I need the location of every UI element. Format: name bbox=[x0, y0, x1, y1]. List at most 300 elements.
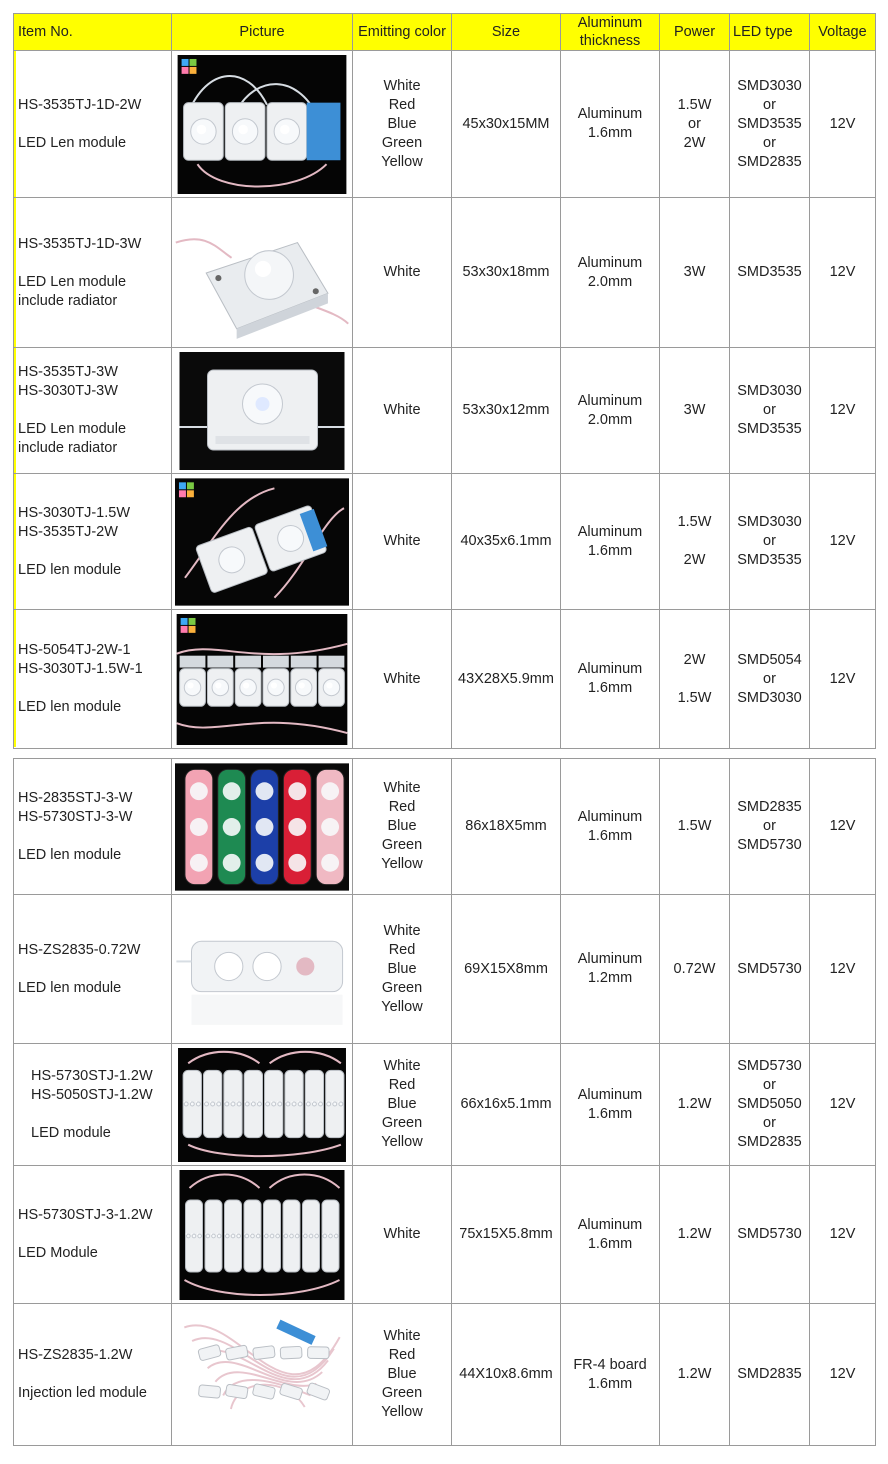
led-type-line: or bbox=[763, 1115, 776, 1131]
led-type-line: or bbox=[763, 1077, 776, 1093]
header-size: Size bbox=[452, 14, 561, 51]
thickness-line: 1.6mm bbox=[587, 827, 633, 844]
thickness-line: 1.2mm bbox=[587, 970, 633, 986]
power bbox=[660, 1365, 729, 1384]
picture-cell bbox=[172, 759, 353, 895]
power bbox=[660, 1095, 729, 1114]
item-no-line: LED Len module bbox=[18, 273, 127, 290]
picture-cell bbox=[172, 1044, 353, 1166]
item-no bbox=[18, 1206, 171, 1263]
radiator-module-photo bbox=[175, 202, 349, 344]
size-value: 43X28X5.9mm bbox=[458, 670, 554, 687]
emitting-color-line: Red bbox=[388, 941, 416, 958]
led-type-cell bbox=[730, 474, 810, 610]
power-cell bbox=[660, 1304, 730, 1446]
led-type-cell bbox=[730, 895, 810, 1044]
item-no-line: HS-3030TJ-1.5W-1 bbox=[18, 661, 143, 677]
thickness-line: 1.6mm bbox=[587, 542, 633, 559]
emitting-color-line: Green bbox=[381, 134, 423, 151]
picture-cell bbox=[172, 895, 353, 1044]
item-no bbox=[18, 941, 171, 998]
voltage-cell bbox=[810, 610, 876, 749]
led-type-line: SMD5730 bbox=[737, 1058, 802, 1074]
thickness-line: 2.0mm bbox=[587, 411, 633, 428]
voltage-value: 12V bbox=[829, 533, 856, 549]
emitting-color-line: Yellow bbox=[381, 153, 423, 170]
voltage-value: 12V bbox=[829, 1366, 856, 1382]
emitting-color-line: Green bbox=[381, 1115, 423, 1131]
item-no bbox=[18, 363, 171, 458]
power-line: 2W bbox=[683, 651, 706, 668]
item-no bbox=[31, 1067, 171, 1143]
led-type-cell bbox=[730, 610, 810, 749]
thickness bbox=[561, 1356, 659, 1394]
emitting-color bbox=[353, 1225, 451, 1244]
voltage-cell bbox=[810, 759, 876, 895]
item-no-line bbox=[18, 827, 171, 846]
picture-cell bbox=[172, 1166, 353, 1304]
led-type bbox=[730, 1057, 809, 1152]
voltage-value: 12V bbox=[829, 818, 856, 834]
led-type-cell bbox=[730, 51, 810, 198]
emitting-color-cell bbox=[353, 1304, 452, 1446]
thickness-line: Aluminum bbox=[577, 106, 643, 122]
size-cell bbox=[452, 610, 561, 749]
emitting-color bbox=[353, 1057, 451, 1152]
picture-cell bbox=[172, 348, 353, 474]
emitting-color-cell bbox=[353, 610, 452, 749]
emitting-color-line: White bbox=[383, 533, 421, 549]
header-emitting-color: Emitting color bbox=[353, 14, 452, 51]
item-no-line: LED len module bbox=[18, 561, 122, 578]
led-type-line: or bbox=[763, 96, 776, 113]
emitting-color bbox=[353, 1327, 451, 1422]
thickness bbox=[561, 105, 659, 143]
led-type-cell bbox=[730, 1044, 810, 1166]
item-no-cell bbox=[14, 474, 172, 610]
power-cell bbox=[660, 895, 730, 1044]
thickness bbox=[561, 660, 659, 698]
picture-cell bbox=[172, 610, 353, 749]
led-type-line: SMD3535 bbox=[737, 552, 802, 568]
led-type-line: or bbox=[763, 134, 776, 151]
size-cell bbox=[452, 1044, 561, 1166]
emitting-color-line: Blue bbox=[387, 960, 417, 977]
thickness-cell bbox=[561, 1044, 660, 1166]
thickness bbox=[561, 1216, 659, 1254]
voltage-cell bbox=[810, 474, 876, 610]
emitting-color-cell bbox=[353, 348, 452, 474]
emitting-color bbox=[353, 77, 451, 172]
emitting-color-cell bbox=[353, 759, 452, 895]
led-type bbox=[730, 77, 809, 172]
white-module-photo bbox=[175, 899, 349, 1040]
voltage-cell bbox=[810, 1044, 876, 1166]
size-cell bbox=[452, 1166, 561, 1304]
voltage-value: 12V bbox=[829, 1226, 856, 1242]
item-no-line: LED len module bbox=[18, 846, 122, 863]
led-type-cell bbox=[730, 198, 810, 348]
power-line: 1.2W bbox=[677, 1096, 712, 1112]
emitting-color-line: Red bbox=[388, 96, 416, 113]
voltage-value: 12V bbox=[829, 960, 856, 977]
emitting-color bbox=[353, 670, 451, 689]
item-no-line: include radiator bbox=[18, 440, 118, 456]
thickness-line: Aluminum bbox=[577, 523, 643, 540]
power-line: 1.2W bbox=[677, 1366, 712, 1382]
table-row bbox=[14, 1166, 876, 1304]
size-cell bbox=[452, 759, 561, 895]
item-no-line: HS-5054TJ-2W-1 bbox=[18, 642, 131, 658]
item-no-cell bbox=[14, 1044, 172, 1166]
item-no bbox=[18, 504, 171, 580]
item-no-line: LED Len module bbox=[18, 134, 127, 151]
item-no-line bbox=[18, 960, 171, 979]
header-led-type: LED type bbox=[730, 14, 810, 51]
header-row bbox=[14, 14, 876, 51]
led-type-line: SMD2835 bbox=[737, 1134, 802, 1150]
emitting-color-line: Yellow bbox=[381, 1404, 423, 1420]
thickness-cell bbox=[561, 1304, 660, 1446]
emitting-color bbox=[353, 922, 451, 1017]
table-row bbox=[14, 610, 876, 749]
thickness-cell bbox=[561, 1166, 660, 1304]
power bbox=[660, 96, 729, 153]
emitting-color-line: Red bbox=[388, 1347, 416, 1363]
led-lens-module-photo bbox=[175, 55, 349, 194]
led-type bbox=[730, 1225, 809, 1244]
table-row bbox=[14, 474, 876, 610]
item-no bbox=[18, 641, 171, 717]
led-type bbox=[730, 513, 809, 570]
led-type-line: SMD2835 bbox=[737, 153, 802, 170]
thickness-cell bbox=[561, 895, 660, 1044]
led-type bbox=[730, 960, 809, 979]
power bbox=[660, 513, 729, 570]
table-row bbox=[14, 1304, 876, 1446]
picture-cell bbox=[172, 474, 353, 610]
thickness-line: Aluminum bbox=[577, 254, 643, 271]
led-type-line: SMD3030 bbox=[737, 689, 802, 706]
item-no-line bbox=[18, 1225, 171, 1244]
emitting-color bbox=[353, 401, 451, 420]
thickness-cell bbox=[561, 610, 660, 749]
emitting-color-line: Yellow bbox=[381, 856, 423, 872]
thickness-line: Aluminum bbox=[577, 392, 643, 409]
emitting-color bbox=[353, 779, 451, 874]
led-type-line: SMD2835 bbox=[737, 799, 802, 815]
header-power: Power bbox=[660, 14, 730, 51]
single-lens-module-photo bbox=[175, 352, 349, 470]
led-type-cell bbox=[730, 348, 810, 474]
voltage-cell bbox=[810, 1304, 876, 1446]
header-item-no: Item No. bbox=[14, 14, 172, 51]
power-cell bbox=[660, 51, 730, 198]
size-value: 53x30x12mm bbox=[462, 402, 550, 418]
item-no-line: HS-3535TJ-3W bbox=[18, 364, 118, 380]
header-aluminum-thickness: Aluminum thickness bbox=[561, 14, 660, 51]
voltage-value: 12V bbox=[829, 670, 856, 687]
table-row bbox=[14, 895, 876, 1044]
power-line bbox=[660, 532, 729, 551]
power bbox=[660, 401, 729, 420]
led-type-line: SMD2835 bbox=[737, 1366, 802, 1382]
item-no bbox=[18, 789, 171, 865]
item-no-line bbox=[18, 1365, 171, 1384]
header-voltage: Voltage bbox=[810, 14, 876, 51]
led-type bbox=[730, 1365, 809, 1384]
size-cell bbox=[452, 1304, 561, 1446]
size-value: 69X15X8mm bbox=[464, 960, 548, 977]
emitting-color-line: Blue bbox=[387, 1366, 417, 1382]
power-line: 0.72W bbox=[673, 960, 716, 977]
power-line bbox=[660, 670, 729, 689]
item-no-line: LED Module bbox=[18, 1245, 98, 1261]
power bbox=[660, 1225, 729, 1244]
thickness-line: Aluminum bbox=[577, 1216, 643, 1233]
size-cell bbox=[452, 51, 561, 198]
emitting-color bbox=[353, 263, 451, 282]
power bbox=[660, 817, 729, 836]
item-no-line bbox=[18, 679, 171, 698]
thickness bbox=[561, 254, 659, 292]
item-no-line: LED Len module bbox=[18, 421, 127, 437]
voltage-value: 12V bbox=[829, 264, 856, 280]
item-no-line bbox=[18, 115, 171, 134]
item-no-line: include radiator bbox=[18, 292, 118, 309]
dual-module-photo bbox=[175, 478, 349, 606]
led-type-cell bbox=[730, 1166, 810, 1304]
emitting-color-line: Yellow bbox=[381, 1134, 423, 1150]
power-line: 1.5W bbox=[677, 514, 712, 530]
picture-cell bbox=[172, 1304, 353, 1446]
led-type-line: SMD5730 bbox=[737, 960, 802, 977]
item-no-line: HS-3535TJ-1D-2W bbox=[18, 96, 142, 113]
power-line: or bbox=[688, 115, 701, 132]
item-no-cell bbox=[14, 198, 172, 348]
led-type-line: SMD3535 bbox=[737, 115, 802, 132]
thickness-line: 1.6mm bbox=[587, 125, 633, 141]
led-type bbox=[730, 651, 809, 708]
item-no-cell bbox=[14, 1304, 172, 1446]
thickness-line: 1.6mm bbox=[587, 680, 633, 696]
led-type bbox=[730, 798, 809, 855]
power bbox=[660, 263, 729, 282]
voltage-cell bbox=[810, 198, 876, 348]
module-grid-photo-2 bbox=[175, 1170, 349, 1300]
table-row bbox=[14, 348, 876, 474]
thickness-cell bbox=[561, 759, 660, 895]
emitting-color-line: White bbox=[383, 77, 421, 94]
product-spec-sheet bbox=[13, 13, 875, 1446]
thickness bbox=[561, 1086, 659, 1124]
thickness-line: Aluminum bbox=[577, 1086, 643, 1103]
thickness-line: Aluminum bbox=[577, 661, 643, 677]
power-cell bbox=[660, 198, 730, 348]
power-cell bbox=[660, 474, 730, 610]
power-cell bbox=[660, 610, 730, 749]
power-line: 2W bbox=[683, 134, 706, 151]
item-no-line: HS-3535TJ-1D-3W bbox=[18, 235, 142, 252]
led-type-line: SMD3030 bbox=[737, 383, 802, 399]
table-row bbox=[14, 1044, 876, 1166]
item-no-line: LED module bbox=[31, 1124, 111, 1141]
power-line: 1.2W bbox=[677, 1226, 712, 1242]
led-type-line: or bbox=[763, 533, 776, 549]
power-line: 3W bbox=[683, 402, 706, 418]
emitting-color-cell bbox=[353, 198, 452, 348]
item-no-line bbox=[18, 542, 171, 561]
led-type-cell bbox=[730, 1304, 810, 1446]
item-no bbox=[18, 1346, 171, 1403]
thickness-line: Aluminum bbox=[577, 808, 643, 825]
power bbox=[660, 960, 729, 979]
led-type-line: or bbox=[763, 818, 776, 834]
voltage-value: 12V bbox=[829, 115, 856, 132]
emitting-color-line: Red bbox=[388, 799, 416, 815]
led-type-line: or bbox=[763, 670, 776, 687]
item-no bbox=[18, 96, 171, 153]
colored-module-photo bbox=[175, 763, 349, 891]
table-row bbox=[14, 198, 876, 348]
item-no-cell bbox=[14, 895, 172, 1044]
led-type-line: SMD5054 bbox=[737, 651, 802, 668]
size-cell bbox=[452, 198, 561, 348]
thickness-line: FR-4 board bbox=[573, 1356, 647, 1373]
emitting-color-line: White bbox=[383, 402, 421, 418]
power bbox=[660, 651, 729, 708]
injection-module-photo bbox=[175, 1308, 349, 1442]
size-value: 44X10x8.6mm bbox=[459, 1366, 553, 1382]
size-value: 45x30x15MM bbox=[462, 115, 550, 132]
module-grid-photo bbox=[175, 1048, 349, 1162]
led-type-line: SMD5730 bbox=[737, 1226, 802, 1242]
picture-cell bbox=[172, 198, 353, 348]
emitting-color-line: White bbox=[383, 1058, 421, 1074]
size-value: 75x15X5.8mm bbox=[459, 1226, 553, 1242]
voltage-value: 12V bbox=[829, 402, 856, 418]
emitting-color-cell bbox=[353, 474, 452, 610]
voltage-cell bbox=[810, 895, 876, 1044]
item-no-line: HS-3535TJ-2W bbox=[18, 523, 118, 540]
emitting-color-line: Green bbox=[381, 1385, 423, 1401]
power-cell bbox=[660, 759, 730, 895]
led-type-line: SMD3535 bbox=[737, 421, 802, 437]
emitting-color-line: Yellow bbox=[381, 998, 423, 1015]
emitting-color-line: White bbox=[383, 264, 421, 280]
emitting-color-line: Blue bbox=[387, 1096, 417, 1112]
size-value: 86x18X5mm bbox=[465, 818, 547, 834]
power-line: 2W bbox=[683, 552, 706, 568]
led-type-line: SMD3030 bbox=[737, 77, 802, 94]
item-no bbox=[18, 235, 171, 311]
item-no-cell bbox=[14, 51, 172, 198]
power-line: 1.5W bbox=[677, 96, 712, 113]
emitting-color-cell bbox=[353, 51, 452, 198]
emitting-color-line: White bbox=[383, 1226, 421, 1242]
item-no-cell bbox=[14, 759, 172, 895]
power-line: 3W bbox=[683, 264, 706, 280]
voltage-cell bbox=[810, 1166, 876, 1304]
led-type-line: SMD3535 bbox=[737, 264, 802, 280]
module-strip-photo bbox=[175, 614, 349, 745]
power-cell bbox=[660, 348, 730, 474]
voltage-value: 12V bbox=[829, 1096, 856, 1112]
emitting-color-line: Blue bbox=[387, 818, 417, 834]
voltage-cell bbox=[810, 51, 876, 198]
emitting-color-line: White bbox=[383, 670, 421, 687]
item-no-line: LED len module bbox=[18, 699, 122, 715]
power-line: 1.5W bbox=[677, 818, 712, 834]
item-no-cell bbox=[14, 1166, 172, 1304]
power-line: 1.5W bbox=[677, 689, 712, 706]
table-row bbox=[14, 759, 876, 895]
led-type bbox=[730, 263, 809, 282]
led-type bbox=[730, 382, 809, 439]
table-gap bbox=[14, 749, 876, 759]
emitting-color-line: White bbox=[383, 780, 421, 796]
size-value: 53x30x18mm bbox=[462, 264, 550, 280]
size-value: 40x35x6.1mm bbox=[460, 533, 552, 549]
item-no-line: HS-5050STJ-1.2W bbox=[31, 1086, 153, 1103]
emitting-color-line: Blue bbox=[387, 115, 417, 132]
emitting-color bbox=[353, 532, 451, 551]
thickness-cell bbox=[561, 348, 660, 474]
emitting-color-line: White bbox=[383, 922, 421, 939]
led-type-cell bbox=[730, 759, 810, 895]
emitting-color-line: Green bbox=[381, 979, 423, 996]
size-cell bbox=[452, 474, 561, 610]
thickness-cell bbox=[561, 198, 660, 348]
led-type-line: SMD3030 bbox=[737, 514, 802, 530]
thickness-line: 1.6mm bbox=[587, 1105, 633, 1122]
thickness bbox=[561, 950, 659, 988]
emitting-color-line: Red bbox=[388, 1077, 416, 1093]
item-no-line: HS-3030TJ-3W bbox=[18, 383, 118, 399]
led-module-table bbox=[13, 13, 876, 1446]
led-type-line: or bbox=[763, 402, 776, 418]
item-no-line: Injection led module bbox=[18, 1385, 147, 1401]
table-row bbox=[14, 51, 876, 198]
voltage-cell bbox=[810, 348, 876, 474]
item-no-cell bbox=[14, 610, 172, 749]
item-no-cell bbox=[14, 348, 172, 474]
emitting-color-cell bbox=[353, 1044, 452, 1166]
emitting-color-cell bbox=[353, 895, 452, 1044]
thickness-cell bbox=[561, 51, 660, 198]
size-cell bbox=[452, 348, 561, 474]
emitting-color-cell bbox=[353, 1166, 452, 1304]
item-no-line: HS-5730STJ-3-1.2W bbox=[18, 1207, 153, 1223]
item-no-line bbox=[31, 1105, 171, 1124]
thickness-line: 1.6mm bbox=[587, 1235, 633, 1252]
thickness-cell bbox=[561, 474, 660, 610]
item-no-line: HS-5730STJ-1.2W bbox=[31, 1067, 153, 1084]
item-no-line: HS-3030TJ-1.5W bbox=[18, 504, 131, 521]
header-picture: Picture bbox=[172, 14, 353, 51]
thickness bbox=[561, 392, 659, 430]
item-no-line: HS-ZS2835-1.2W bbox=[18, 1347, 133, 1363]
led-type-line: SMD5730 bbox=[737, 837, 802, 853]
thickness bbox=[561, 523, 659, 561]
emitting-color-line: Green bbox=[381, 837, 423, 853]
thickness-line: 1.6mm bbox=[587, 1375, 633, 1392]
power-cell bbox=[660, 1166, 730, 1304]
thickness-line: 2.0mm bbox=[587, 273, 633, 290]
size-value: 66x16x5.1mm bbox=[460, 1096, 552, 1112]
item-no-line: LED len module bbox=[18, 979, 122, 996]
size-cell bbox=[452, 895, 561, 1044]
